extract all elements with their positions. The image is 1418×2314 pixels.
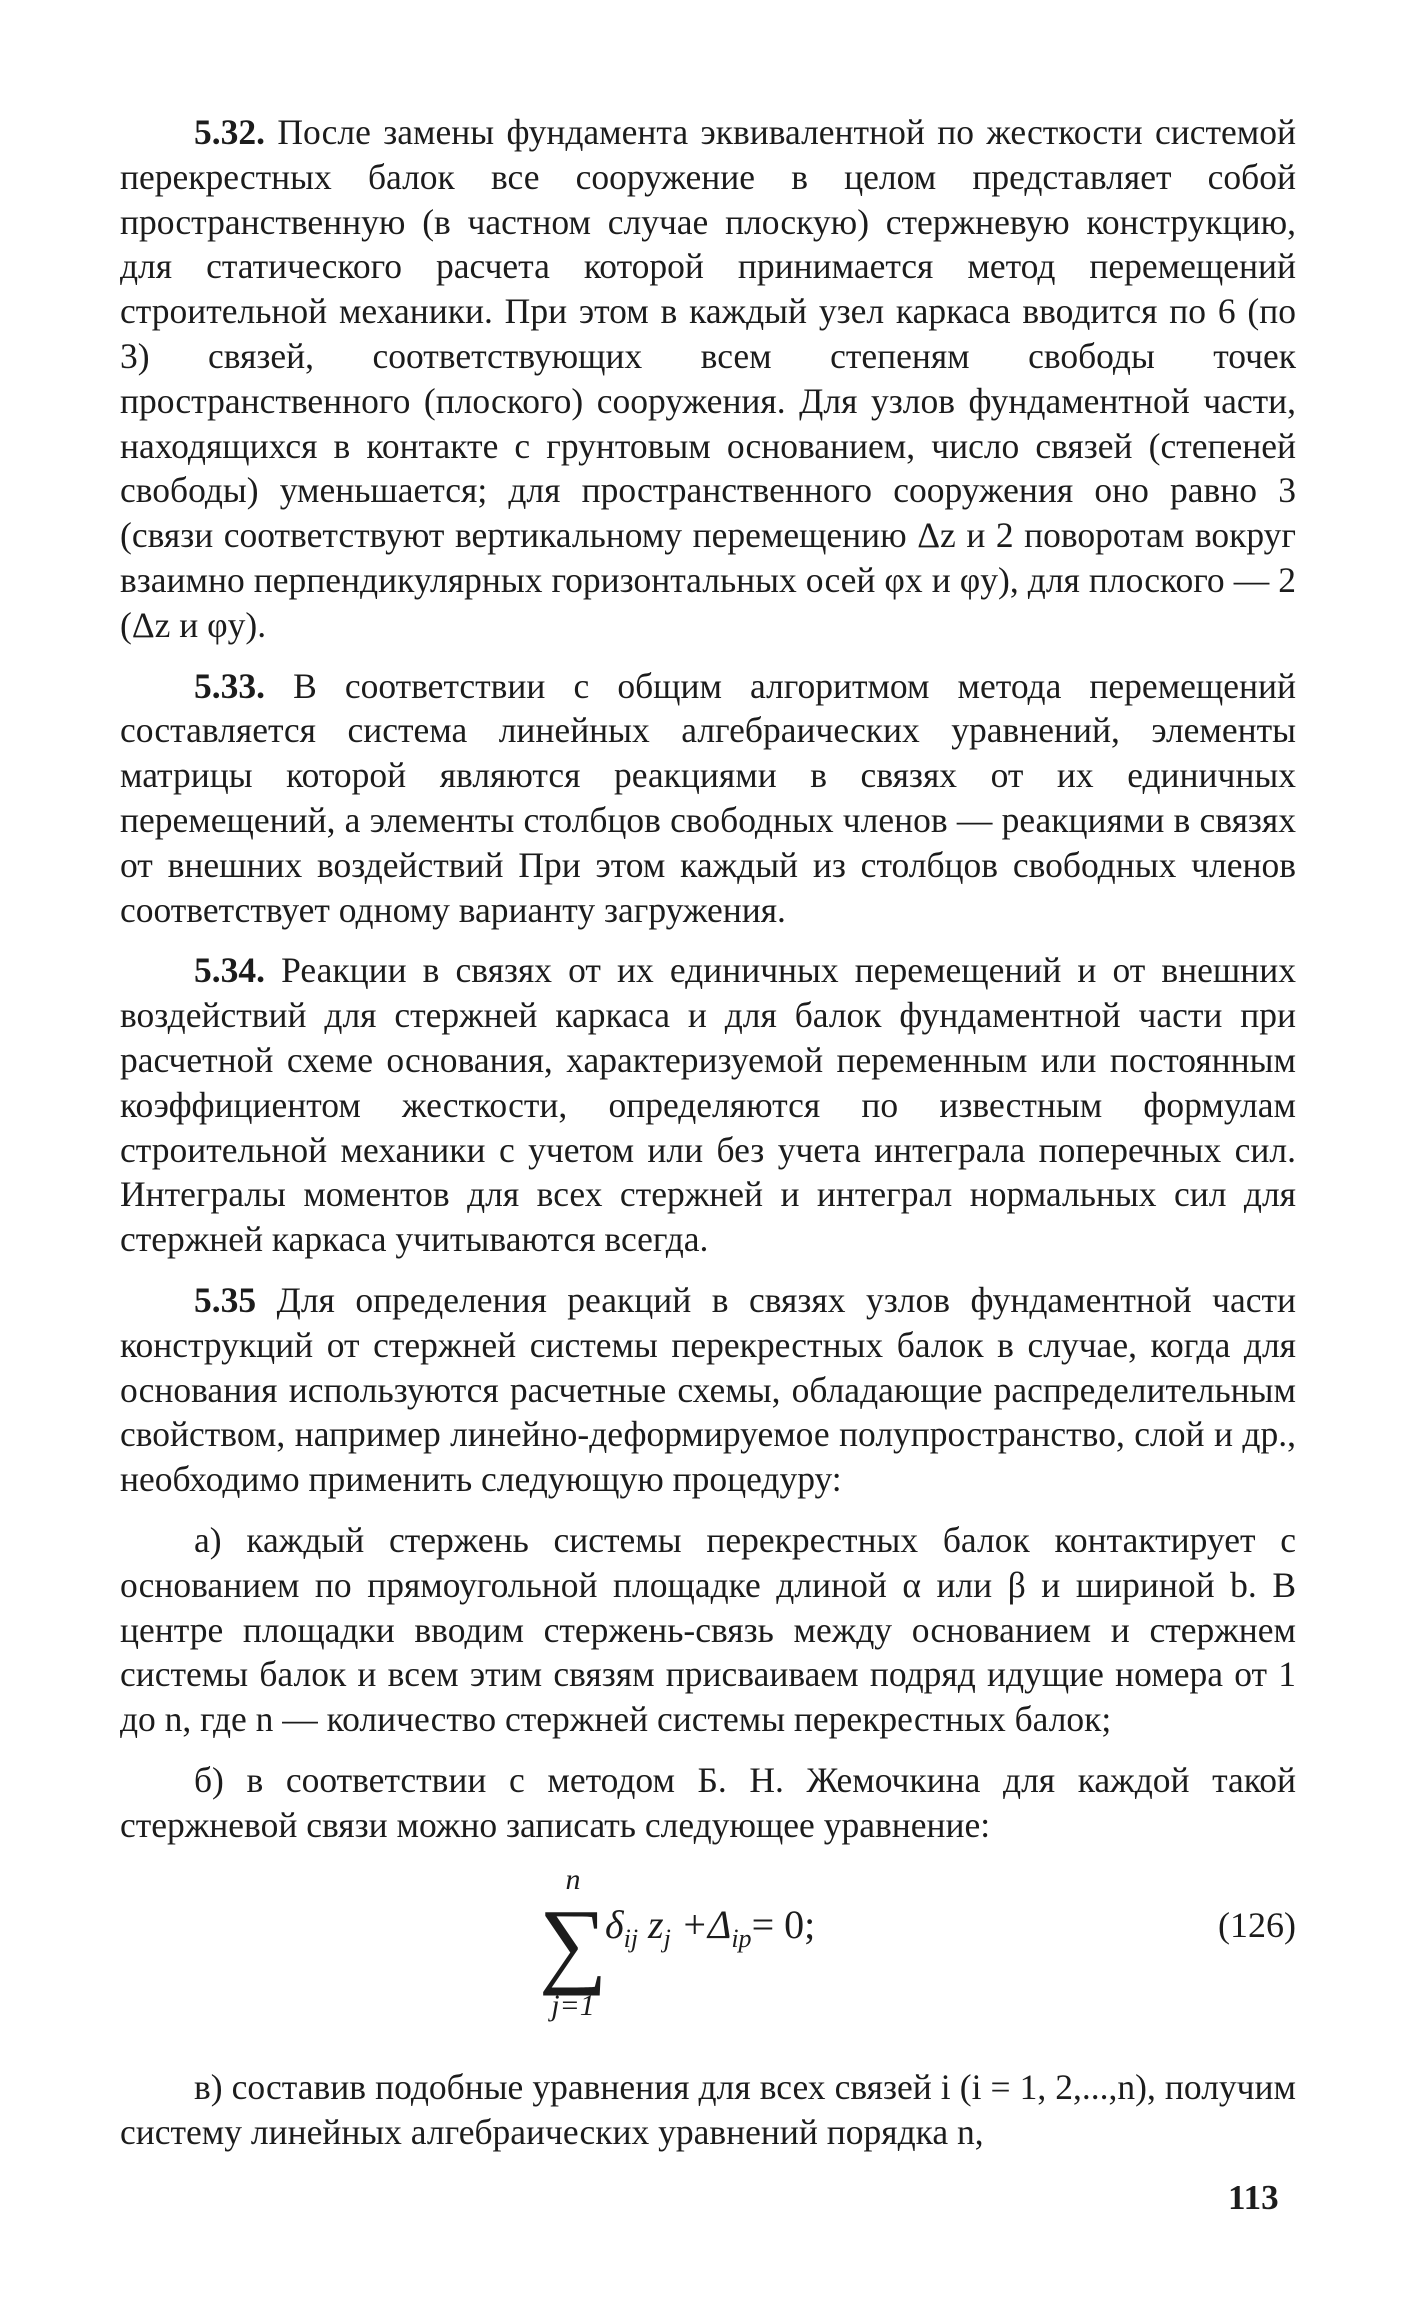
equation-body: $\delta_{ij}$ $z_j +\Delta_{ip}= 0$; (605, 1902, 816, 1954)
paragraph-text: Реакции в связях от их единичных перемещений и от внешних воздействий для стержней каркаса и для балок фундаментной части при расчетной схеме основания, характеризуемой переменным или постоянным коэффициентом жесткости, определяются по известным формулам строительной механики с учетом или без учета интеграла поперечных сил. Интегралы моментов для всех стержней и интеграл нормальных сил для стержней каркаса учитываются всегда. (120, 950, 1297, 1260)
paragraph-5-35 (120, 1278, 1296, 1502)
equation-126 (120, 1863, 1296, 2039)
equation-number: (126) (1218, 1905, 1296, 1946)
paragraph-number: 5.33. (194, 665, 265, 706)
paragraph-text: После замены фундамента эквивалентной по жесткости системой перекрестных балок все сооружение в целом представляет собой пространственную (в частном случае плоскую) стержневую конструкцию, для статического расчета которой принимается метод перемещений строительной механики. При этом в каждый узел каркаса вводится по 6 (по 3) связей, соответствующих всем степеням свободы точек пространственного (плоского) сооружения. Для узлов фундаментной части, находящихся в контакте с грунтовым основанием, число связей (степеней свободы) уменьшается; для пространственного сооружения оно равно 3 (связи соответствуют вертикальному перемещению Δz и 2 поворотам вокруг взаимно перпендикулярных горизонтальных осей φx и φy), для плоского — 2 (Δz и φy). (120, 112, 1297, 645)
list-item-b: б) в соответствии с методом Б. Н. Жемочкина для каждой такой стержневой связи можно записать следующее уравнение: (120, 1759, 1296, 1845)
paragraph-text: В соответствии с общим алгоритмом метода перемещений составляется система линейных алгебраических уравнений, элементы матрицы которой являются реакциями в связях от их единичных перемещений, а элементы столбцов свободных членов — реакциями в связях от внешних воздействий При этом каждый из столбцов свободных членов соответствует одному варианту загружения. (120, 665, 1296, 930)
sum-lower-limit: j=1 (551, 1989, 595, 2023)
page-number: 113 (1228, 2178, 1279, 2217)
paragraph-text: Для определения реакций в связях узлов фундаментной части конструкций от стержней системы перекрестных балок в случае, когда для основания используются расчетные схемы, обладающие распределительным свойством, например линейно-деформируемое полупространство, слой и др., необходимо применить следующую процедуру: (120, 1279, 1296, 1500)
paragraph-5-34 (120, 948, 1296, 1262)
list-item-c: в) составив подобные уравнения для всех связей i (i = 1, 2,...,n), получим систему линейных алгебраических уравнений порядка n, (120, 2067, 1296, 2153)
main-text (120, 110, 1296, 2171)
paragraph-5-33 (120, 664, 1296, 933)
paragraph-number: 5.34. (194, 950, 265, 991)
list-item-a: а) каждый стержень системы перекрестных балок контактирует с основанием по прямоугольной площадке длиной α или β и шириной b. В центре площадки вводим стержень-связь между основанием и стержнем системы балок и всем этим связям присваиваем подряд идущие номера от 1 до n, где n — количество стержней системы перекрестных балок; (120, 1519, 1296, 1740)
sigma-symbol: ∑ (538, 1889, 608, 1997)
sum-upper-limit: n (565, 1863, 581, 1897)
paragraph-5-32 (120, 110, 1296, 648)
paragraph-number: 5.32. (194, 112, 265, 152)
paragraph-number: 5.35 (194, 1279, 257, 1320)
